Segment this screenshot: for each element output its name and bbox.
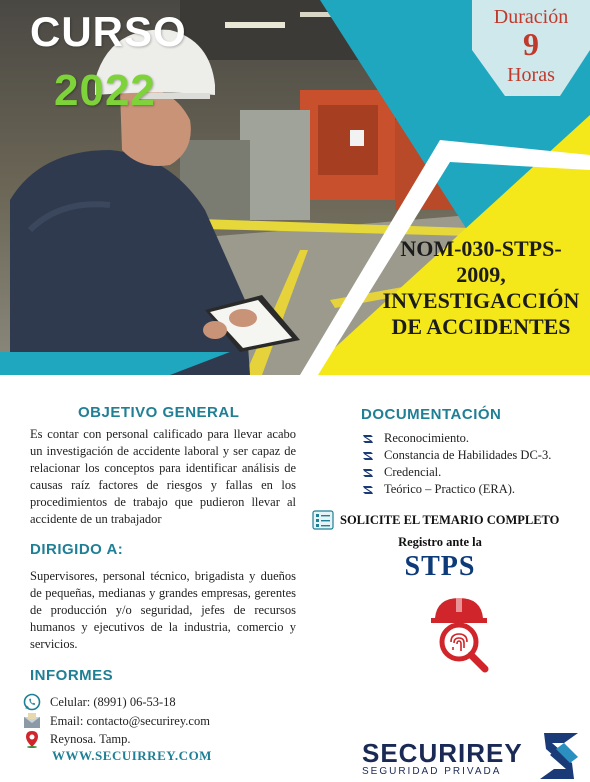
s-bullet-icon [361,450,375,462]
contact-email-row [22,711,210,731]
documentation-list [361,430,586,498]
s-bullet-icon [361,484,375,496]
website-link[interactable]: WWW.SECUIRREY.COM [52,748,212,763]
contact-location-row [22,729,130,749]
s-bullet-icon [361,433,375,445]
course-title-line: 2009, [456,262,506,287]
contact-location: Reynosa. Tamp. [50,731,131,746]
documentation-item-label: Reconocimiento. [384,431,470,445]
documentation-heading: DOCUMENTACIÓN [361,406,502,423]
s-bullet-icon [361,467,375,479]
request-syllabus-text: SOLICITE EL TEMARIO COMPLETO [340,512,560,527]
hardhat-fingerprint-search-icon [427,596,491,674]
objective-heading: OBJETIVO GENERAL [78,404,240,421]
documentation-item-label: Constancia de Habilidades DC-3. [384,448,552,462]
checklist-icon [312,510,334,530]
contact-phone-row [22,692,176,712]
registration-text: Registro ante la [398,535,482,549]
brand-tagline: SEGURIDAD PRIVADA [362,766,502,777]
location-pin-icon [22,730,42,748]
hero-banner [0,0,590,375]
audience-text: Supervisores, personal técnico, brigadista y dueños de pequeñas, medianas y grandes empresas, gerentes de producción y/o seguridad, jefes de recursos humanos y ejecutivos de la industria, comercio y servicios. [30,569,296,651]
course-title-line: DE ACCIDENTES [391,314,571,339]
request-syllabus-row[interactable] [312,510,559,530]
documentation-item [361,430,586,447]
duration-label: Duración [493,6,569,28]
documentation-item-label: Credencial. [384,465,442,479]
whatsapp-icon [22,693,42,711]
brand-logo-mark [534,733,584,779]
documentation-item [361,447,586,464]
contact-email: Email: contacto@securirey.com [50,713,210,728]
documentation-item-label: Teórico – Practico (ERA). [384,482,516,496]
contact-heading: INFORMES [30,667,114,684]
course-title-line: NOM-030-STPS- [400,236,562,261]
course-title-line: INVESTIGACCIÓN [382,288,580,313]
course-year: 2022 [54,66,156,115]
documentation-item [361,464,586,481]
duration-number: 9 [523,26,539,62]
course-label: CURSO [30,8,187,55]
objective-text: Es contar con personal calificado para llevar acabo un investigación de accidente laboral y ser capaz de relacionar los conceptos para identificar análisis de causas raíz factores de riesgos y fallas en los procedimientos de trabajo que pudieron llevar al accidente de un trabajador [30,427,296,526]
audience-heading: DIRIGIDO A: [30,541,124,558]
course-title [370,236,590,340]
stps-label: STPS [404,551,476,582]
contact-phone: Celular: (8991) 06-53-18 [50,694,176,709]
documentation-item [361,481,586,498]
brand-name: SECURIREY [362,738,523,768]
email-icon [22,712,42,730]
duration-unit: Horas [507,64,555,86]
